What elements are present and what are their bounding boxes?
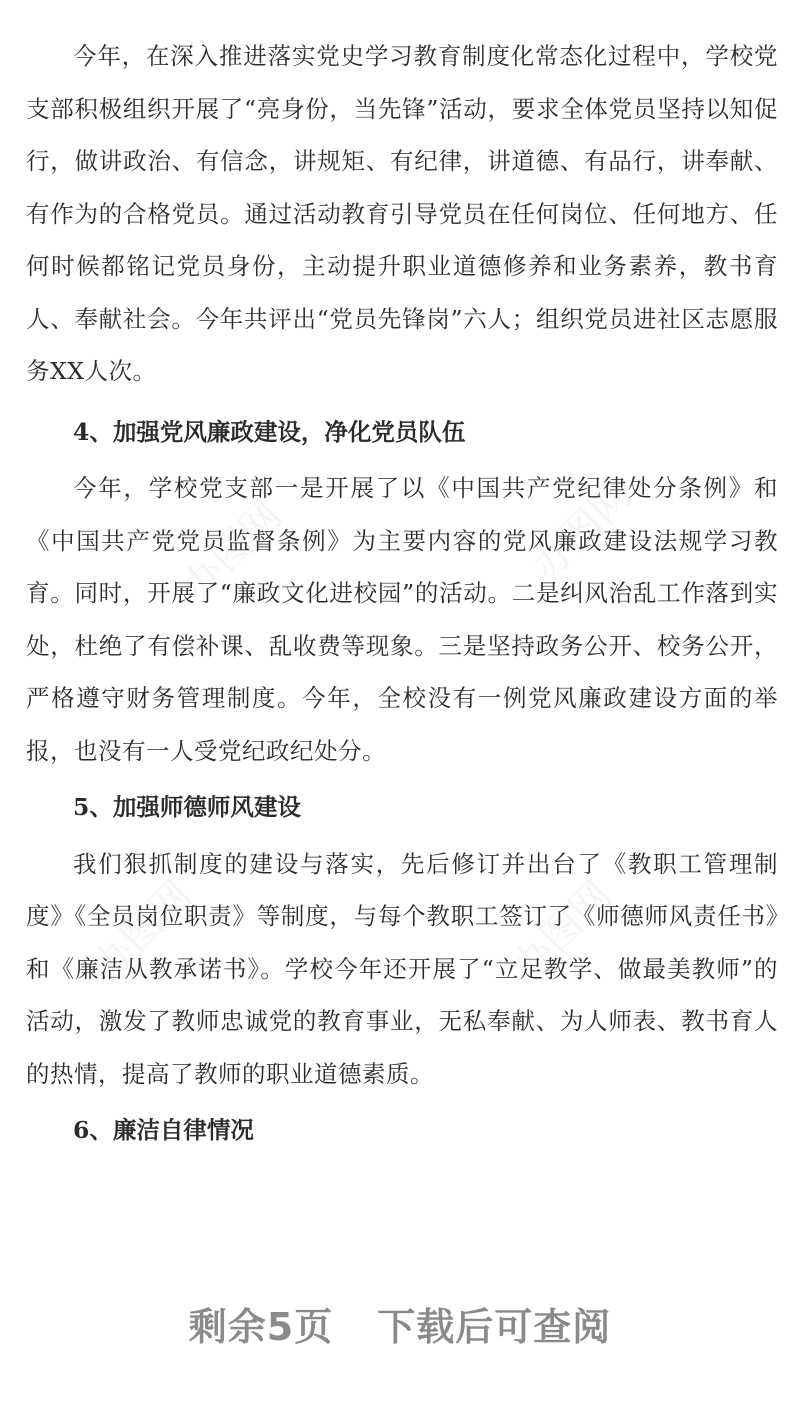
paragraph-party-history: 今年，在深入推进落实党史学习教育制度化常态化过程中，学校党支部积极组织开展了“亮身份，当先锋”活动，要求全体党员坚持以知促行，做讲政治、有信念，讲规矩、有纪律，讲道德、有品行，讲奉献、有作为的合格党员。通过活动教育引导党员在任何岗位、任何地方、任何时候都铭记党员身份，主动提升职业道德修养和业务素养，教书育人、奉献社会。今年共评出“党员先锋岗”六人；组织党员进社区志愿服务XX人次。: [26, 42, 778, 385]
heading-section-5: 5、加强师德师风建设: [73, 793, 301, 821]
heading-section-6: 6、廉洁自律情况: [73, 1116, 254, 1144]
paragraph-clean-government: 今年，学校党支部一是开展了以《中国共产党纪律处分条例》和《中国共产党党员监督条例》为主要内容的党风廉政建设法规学习教育。同时，开展了“廉政文化进校园”的活动。二是纠风治乱工作落到实处，杜绝了有偿补课、乱收费等现象。三是坚持政务公开、校务公开，严格遵守财务管理制度。今年，全校没有一例党风廉政建设方面的举报，也没有一人受党纪政纪处分。: [26, 474, 778, 765]
watermark-logo: 办图网: [523, 472, 642, 590]
paragraph-teacher-ethics: 我们狠抓制度的建设与落实，先后修订并出台了《教职工管理制度》《全员岗位职责》等制度，与每个教职工签订了《师德师风责任书》和《廉洁从教承诺书》。学校今年还开展了“立足教学、做最美教师”的活动，激发了教师忠诚党的教育事业，无私奉献、为人师表、教书育人的热情，提高了教师的职业道德素质。: [26, 849, 778, 1088]
watermark-logo: 办图网: [173, 492, 292, 610]
heading-section-4: 4、加强党风廉政建设，净化党员队伍: [73, 417, 466, 446]
document-body: [26, 30, 778, 1161]
watermark-logo: 办图网: [503, 872, 622, 990]
download-prompt[interactable]: [0, 1296, 800, 1351]
remaining-pages-text: 剩余5页: [188, 1305, 334, 1349]
download-to-view-text: 下载后可查阅: [377, 1305, 612, 1349]
watermark-logo: 办图网: [83, 872, 202, 990]
